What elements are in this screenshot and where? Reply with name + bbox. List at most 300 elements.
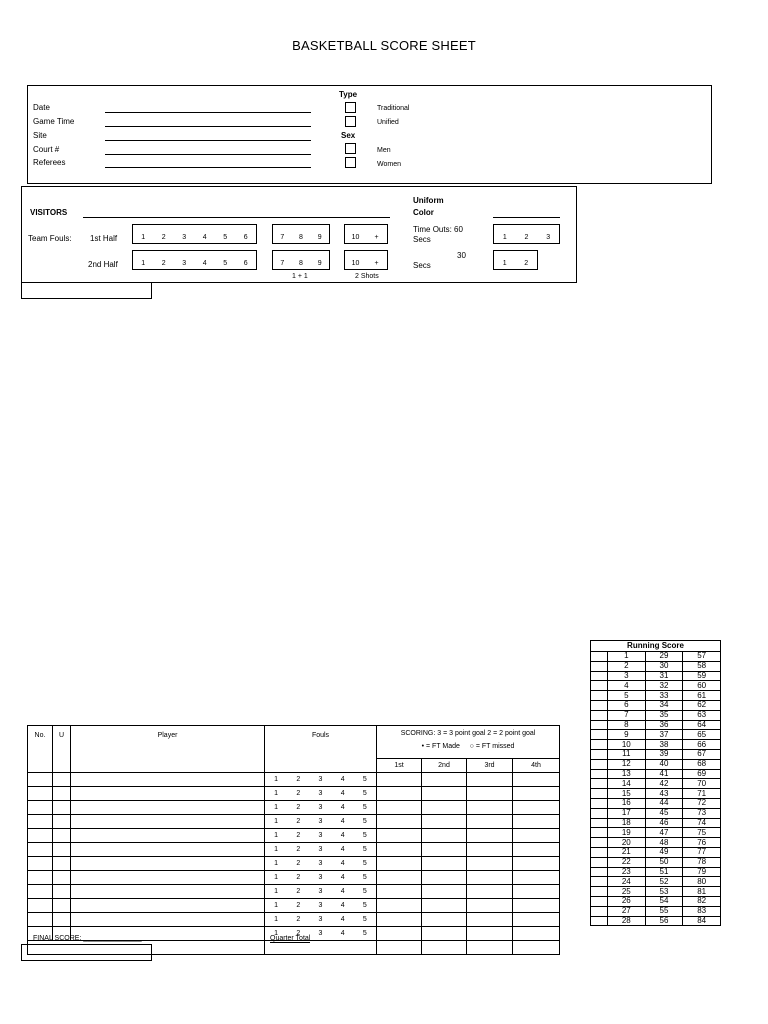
player-name-cell[interactable] (71, 829, 265, 843)
foul-number[interactable]: 1 (274, 846, 279, 853)
quarter-score-cell[interactable] (422, 787, 467, 801)
quarter-score-cell[interactable] (422, 885, 467, 899)
running-score-cell[interactable]: 5 (608, 691, 646, 701)
box-cell[interactable]: 2 (524, 234, 529, 241)
foul-number[interactable]: 5 (362, 902, 367, 909)
running-score-cell[interactable]: 74 (683, 818, 721, 828)
running-score-mark[interactable] (591, 867, 608, 877)
quarter-score-cell[interactable] (467, 885, 513, 899)
player-fouls-cell[interactable] (265, 773, 377, 787)
player-no-cell[interactable] (28, 787, 53, 801)
running-score-cell[interactable]: 60 (683, 681, 721, 691)
foul-number[interactable]: 5 (362, 846, 367, 853)
running-score-cell[interactable]: 27 (608, 906, 646, 916)
box-cell[interactable]: 8 (299, 234, 303, 241)
quarter-score-cell[interactable] (422, 829, 467, 843)
running-score-mark[interactable] (591, 710, 608, 720)
running-score-mark[interactable] (591, 877, 608, 887)
running-score-mark[interactable] (591, 808, 608, 818)
running-score-cell[interactable]: 15 (608, 789, 646, 799)
player-u-cell[interactable] (53, 773, 71, 787)
running-score-cell[interactable]: 37 (645, 730, 683, 740)
running-score-mark[interactable] (591, 749, 608, 759)
running-score-mark[interactable] (591, 789, 608, 799)
player-fouls-cell[interactable] (265, 801, 377, 815)
running-score-cell[interactable]: 43 (645, 789, 683, 799)
box-cell[interactable]: 7 (280, 260, 285, 267)
quarter-score-cell[interactable] (467, 829, 513, 843)
running-score-mark[interactable] (591, 740, 608, 750)
player-fouls-cell[interactable] (265, 885, 377, 899)
player-fouls-cell[interactable] (265, 787, 377, 801)
running-score-cell[interactable]: 29 (645, 652, 683, 662)
running-score-mark[interactable] (591, 906, 608, 916)
running-score-cell[interactable]: 23 (608, 867, 646, 877)
foul-number[interactable]: 4 (340, 790, 345, 797)
running-score-cell[interactable]: 10 (608, 740, 646, 750)
quarter-score-cell[interactable] (513, 787, 560, 801)
quarter-score-cell[interactable] (513, 843, 560, 857)
player-name-cell[interactable] (71, 843, 265, 857)
foul-number[interactable]: 4 (340, 818, 345, 825)
foul-number[interactable]: 3 (318, 776, 323, 783)
running-score-cell[interactable]: 75 (683, 828, 721, 838)
running-score-cell[interactable]: 26 (608, 896, 646, 906)
box-cell[interactable]: 5 (223, 260, 228, 267)
foul-number[interactable]: 1 (274, 832, 279, 839)
box-cell[interactable]: 5 (223, 234, 228, 241)
running-score-mark[interactable] (591, 671, 608, 681)
field-line-2[interactable] (105, 140, 311, 141)
player-u-cell[interactable] (53, 843, 71, 857)
field-line-0[interactable] (105, 112, 311, 113)
box-cell[interactable]: 6 (243, 234, 248, 241)
quarter-score-cell[interactable] (377, 787, 422, 801)
quarter-score-cell[interactable] (513, 913, 560, 927)
first-half-fouls-10-plus[interactable] (344, 224, 388, 244)
running-score-cell[interactable]: 20 (608, 838, 646, 848)
foul-number[interactable]: 4 (340, 916, 345, 923)
quarter-score-cell[interactable] (513, 829, 560, 843)
player-name-cell[interactable] (71, 773, 265, 787)
player-name-cell[interactable] (71, 885, 265, 899)
running-score-cell[interactable]: 76 (683, 838, 721, 848)
quarter-score-cell[interactable] (467, 899, 513, 913)
player-no-cell[interactable] (28, 773, 53, 787)
quarter-total-value[interactable] (513, 941, 560, 955)
women-checkbox[interactable] (345, 157, 356, 168)
foul-number[interactable]: 4 (340, 804, 345, 811)
foul-number[interactable]: 3 (318, 874, 323, 881)
running-score-cell[interactable]: 1 (608, 652, 646, 662)
foul-number[interactable]: 2 (296, 818, 301, 825)
foul-number[interactable]: 4 (340, 930, 345, 937)
running-score-cell[interactable]: 50 (645, 857, 683, 867)
foul-number[interactable]: 2 (296, 846, 301, 853)
running-score-mark[interactable] (591, 779, 608, 789)
foul-number[interactable]: 3 (318, 790, 323, 797)
foul-number[interactable]: 2 (296, 930, 301, 937)
foul-number[interactable]: 4 (340, 902, 345, 909)
foul-number[interactable]: 2 (296, 790, 301, 797)
foul-number[interactable]: 3 (318, 860, 323, 867)
running-score-cell[interactable]: 36 (645, 720, 683, 730)
running-score-cell[interactable]: 8 (608, 720, 646, 730)
quarter-score-cell[interactable] (513, 857, 560, 871)
running-score-cell[interactable]: 48 (645, 838, 683, 848)
running-score-cell[interactable]: 62 (683, 700, 721, 710)
timeouts-60-boxes[interactable] (493, 224, 560, 244)
quarter-score-cell[interactable] (377, 927, 422, 941)
foul-number[interactable]: 1 (274, 804, 279, 811)
running-score-mark[interactable] (591, 720, 608, 730)
quarter-score-cell[interactable] (377, 815, 422, 829)
foul-number[interactable]: 2 (296, 860, 301, 867)
player-name-cell[interactable] (71, 801, 265, 815)
running-score-cell[interactable]: 58 (683, 661, 721, 671)
running-score-cell[interactable]: 45 (645, 808, 683, 818)
quarter-total-value[interactable] (377, 941, 422, 955)
running-score-cell[interactable]: 54 (645, 896, 683, 906)
running-score-cell[interactable]: 53 (645, 887, 683, 897)
box-cell[interactable]: 9 (317, 234, 322, 241)
quarter-score-cell[interactable] (467, 871, 513, 885)
running-score-mark[interactable] (591, 828, 608, 838)
player-fouls-cell[interactable] (265, 913, 377, 927)
player-name-cell[interactable] (71, 857, 265, 871)
timeouts-30-boxes[interactable] (493, 250, 538, 270)
quarter-score-cell[interactable] (422, 899, 467, 913)
foul-number[interactable]: 1 (274, 930, 279, 937)
foul-number[interactable]: 3 (318, 818, 323, 825)
running-score-cell[interactable]: 11 (608, 749, 646, 759)
box-cell[interactable]: 3 (546, 234, 551, 241)
running-score-cell[interactable]: 41 (645, 769, 683, 779)
running-score-cell[interactable]: 79 (683, 867, 721, 877)
quarter-score-cell[interactable] (422, 857, 467, 871)
foul-number[interactable]: 2 (296, 874, 301, 881)
player-fouls-cell[interactable] (265, 815, 377, 829)
running-score-cell[interactable]: 17 (608, 808, 646, 818)
foul-number[interactable]: 1 (274, 776, 279, 783)
quarter-score-cell[interactable] (467, 913, 513, 927)
foul-number[interactable]: 1 (274, 902, 279, 909)
running-score-cell[interactable]: 78 (683, 857, 721, 867)
foul-number[interactable]: 1 (274, 916, 279, 923)
men-checkbox[interactable] (345, 143, 356, 154)
running-score-mark[interactable] (591, 759, 608, 769)
running-score-cell[interactable]: 4 (608, 681, 646, 691)
quarter-score-cell[interactable] (513, 885, 560, 899)
box-cell[interactable]: 1 (141, 260, 146, 267)
quarter-score-cell[interactable] (422, 927, 467, 941)
first-half-fouls-7-9[interactable] (272, 224, 330, 244)
foul-number[interactable]: 3 (318, 832, 323, 839)
player-u-cell[interactable] (53, 885, 71, 899)
player-no-cell[interactable] (28, 899, 53, 913)
player-u-cell[interactable] (53, 913, 71, 927)
running-score-cell[interactable]: 55 (645, 906, 683, 916)
player-fouls-cell[interactable] (265, 829, 377, 843)
foul-number[interactable]: 4 (340, 832, 345, 839)
running-score-cell[interactable]: 51 (645, 867, 683, 877)
running-score-cell[interactable]: 13 (608, 769, 646, 779)
foul-number[interactable]: 5 (362, 888, 367, 895)
box-cell[interactable]: 9 (317, 260, 322, 267)
running-score-cell[interactable]: 61 (683, 691, 721, 701)
running-score-cell[interactable]: 33 (645, 691, 683, 701)
field-line-3[interactable] (105, 154, 311, 155)
running-score-cell[interactable]: 25 (608, 887, 646, 897)
foul-number[interactable]: 5 (362, 930, 367, 937)
foul-number[interactable]: 5 (362, 832, 367, 839)
player-name-cell[interactable] (71, 899, 265, 913)
running-score-cell[interactable]: 12 (608, 759, 646, 769)
foul-number[interactable]: 2 (296, 776, 301, 783)
running-score-cell[interactable]: 64 (683, 720, 721, 730)
running-score-cell[interactable]: 16 (608, 798, 646, 808)
running-score-cell[interactable]: 69 (683, 769, 721, 779)
visitors-score-box[interactable] (21, 282, 152, 299)
quarter-score-cell[interactable] (377, 899, 422, 913)
running-score-cell[interactable]: 66 (683, 740, 721, 750)
box-cell[interactable]: 1 (502, 260, 507, 267)
box-cell[interactable]: 1 (141, 234, 146, 241)
running-score-cell[interactable]: 70 (683, 779, 721, 789)
home-score-box[interactable] (21, 944, 152, 961)
running-score-cell[interactable]: 35 (645, 710, 683, 720)
quarter-score-cell[interactable] (422, 801, 467, 815)
running-score-cell[interactable]: 22 (608, 857, 646, 867)
foul-number[interactable]: 4 (340, 776, 345, 783)
running-score-cell[interactable]: 63 (683, 710, 721, 720)
first-half-fouls-1-6[interactable] (132, 224, 257, 244)
foul-number[interactable]: 4 (340, 874, 345, 881)
foul-number[interactable]: 1 (274, 874, 279, 881)
foul-number[interactable]: 3 (318, 888, 323, 895)
running-score-mark[interactable] (591, 847, 608, 857)
foul-number[interactable]: 1 (274, 860, 279, 867)
player-name-cell[interactable] (71, 913, 265, 927)
player-u-cell[interactable] (53, 787, 71, 801)
quarter-score-cell[interactable] (377, 843, 422, 857)
quarter-total-value[interactable] (467, 941, 513, 955)
running-score-cell[interactable]: 65 (683, 730, 721, 740)
foul-number[interactable]: 5 (362, 860, 367, 867)
uniform-color-line[interactable] (493, 217, 560, 218)
running-score-cell[interactable]: 52 (645, 877, 683, 887)
quarter-score-cell[interactable] (467, 927, 513, 941)
box-cell[interactable]: 2 (161, 260, 166, 267)
running-score-mark[interactable] (591, 652, 608, 662)
foul-number[interactable]: 5 (362, 790, 367, 797)
running-score-cell[interactable]: 44 (645, 798, 683, 808)
running-score-cell[interactable]: 3 (608, 671, 646, 681)
player-no-cell[interactable] (28, 885, 53, 899)
quarter-score-cell[interactable] (422, 871, 467, 885)
box-cell[interactable]: + (374, 234, 379, 241)
foul-number[interactable]: 5 (362, 874, 367, 881)
running-score-cell[interactable]: 42 (645, 779, 683, 789)
foul-number[interactable]: 3 (318, 902, 323, 909)
quarter-total-value[interactable] (422, 941, 467, 955)
running-score-mark[interactable] (591, 857, 608, 867)
running-score-cell[interactable]: 49 (645, 847, 683, 857)
running-score-cell[interactable]: 59 (683, 671, 721, 681)
quarter-score-cell[interactable] (467, 801, 513, 815)
running-score-cell[interactable]: 40 (645, 759, 683, 769)
quarter-score-cell[interactable] (467, 857, 513, 871)
foul-number[interactable]: 3 (318, 846, 323, 853)
foul-number[interactable]: 2 (296, 888, 301, 895)
quarter-score-cell[interactable] (467, 843, 513, 857)
player-no-cell[interactable] (28, 857, 53, 871)
box-cell[interactable]: 3 (182, 234, 187, 241)
running-score-cell[interactable]: 73 (683, 808, 721, 818)
box-cell[interactable]: 7 (280, 234, 285, 241)
quarter-score-cell[interactable] (422, 843, 467, 857)
player-no-cell[interactable] (28, 829, 53, 843)
foul-number[interactable]: 2 (296, 804, 301, 811)
player-u-cell[interactable] (53, 871, 71, 885)
box-cell[interactable]: + (374, 260, 379, 267)
running-score-cell[interactable]: 24 (608, 877, 646, 887)
quarter-score-cell[interactable] (513, 899, 560, 913)
player-no-cell[interactable] (28, 801, 53, 815)
player-fouls-cell[interactable] (265, 899, 377, 913)
quarter-score-cell[interactable] (377, 773, 422, 787)
player-no-cell[interactable] (28, 815, 53, 829)
player-fouls-cell[interactable] (265, 843, 377, 857)
running-score-mark[interactable] (591, 769, 608, 779)
running-score-cell[interactable]: 72 (683, 798, 721, 808)
running-score-mark[interactable] (591, 887, 608, 897)
running-score-mark[interactable] (591, 681, 608, 691)
foul-number[interactable]: 5 (362, 818, 367, 825)
second-half-fouls-1-6[interactable] (132, 250, 257, 270)
running-score-cell[interactable]: 67 (683, 749, 721, 759)
foul-number[interactable]: 3 (318, 930, 323, 937)
running-score-cell[interactable]: 28 (608, 916, 646, 926)
running-score-cell[interactable]: 6 (608, 700, 646, 710)
quarter-score-cell[interactable] (422, 815, 467, 829)
foul-number[interactable]: 5 (362, 776, 367, 783)
foul-number[interactable]: 4 (340, 860, 345, 867)
quarter-score-cell[interactable] (467, 773, 513, 787)
running-score-cell[interactable]: 7 (608, 710, 646, 720)
foul-number[interactable]: 2 (296, 832, 301, 839)
quarter-score-cell[interactable] (467, 815, 513, 829)
running-score-cell[interactable]: 21 (608, 847, 646, 857)
running-score-cell[interactable]: 57 (683, 652, 721, 662)
player-fouls-cell[interactable] (265, 857, 377, 871)
running-score-cell[interactable]: 84 (683, 916, 721, 926)
running-score-cell[interactable]: 46 (645, 818, 683, 828)
foul-number[interactable]: 5 (362, 916, 367, 923)
player-u-cell[interactable] (53, 801, 71, 815)
box-cell[interactable]: 2 (161, 234, 166, 241)
running-score-cell[interactable]: 2 (608, 661, 646, 671)
foul-number[interactable]: 3 (318, 804, 323, 811)
quarter-score-cell[interactable] (377, 885, 422, 899)
second-half-fouls-10-plus[interactable] (344, 250, 388, 270)
box-cell[interactable]: 1 (502, 234, 507, 241)
running-score-cell[interactable]: 68 (683, 759, 721, 769)
running-score-mark[interactable] (591, 916, 608, 926)
running-score-mark[interactable] (591, 818, 608, 828)
quarter-score-cell[interactable] (513, 927, 560, 941)
running-score-cell[interactable]: 9 (608, 730, 646, 740)
box-cell[interactable]: 6 (243, 260, 248, 267)
second-half-fouls-7-9[interactable] (272, 250, 330, 270)
running-score-cell[interactable]: 31 (645, 671, 683, 681)
foul-number[interactable]: 4 (340, 846, 345, 853)
unified-checkbox[interactable] (345, 116, 356, 127)
foul-number[interactable]: 3 (318, 916, 323, 923)
player-u-cell[interactable] (53, 857, 71, 871)
player-u-cell[interactable] (53, 815, 71, 829)
player-u-cell[interactable] (53, 899, 71, 913)
quarter-score-cell[interactable] (377, 913, 422, 927)
player-name-cell[interactable] (71, 787, 265, 801)
quarter-score-cell[interactable] (422, 773, 467, 787)
quarter-score-cell[interactable] (513, 773, 560, 787)
player-no-cell[interactable] (28, 913, 53, 927)
running-score-cell[interactable]: 81 (683, 887, 721, 897)
quarter-score-cell[interactable] (467, 787, 513, 801)
running-score-mark[interactable] (591, 896, 608, 906)
running-score-mark[interactable] (591, 838, 608, 848)
running-score-cell[interactable]: 14 (608, 779, 646, 789)
player-name-cell[interactable] (71, 871, 265, 885)
running-score-cell[interactable]: 19 (608, 828, 646, 838)
quarter-score-cell[interactable] (513, 871, 560, 885)
running-score-cell[interactable]: 83 (683, 906, 721, 916)
running-score-cell[interactable]: 38 (645, 740, 683, 750)
running-score-mark[interactable] (591, 661, 608, 671)
running-score-cell[interactable]: 18 (608, 818, 646, 828)
running-score-mark[interactable] (591, 700, 608, 710)
running-score-cell[interactable]: 32 (645, 681, 683, 691)
traditional-checkbox[interactable] (345, 102, 356, 113)
player-no-cell[interactable] (28, 843, 53, 857)
running-score-cell[interactable]: 30 (645, 661, 683, 671)
foul-number[interactable]: 2 (296, 902, 301, 909)
player-no-cell[interactable] (28, 871, 53, 885)
running-score-cell[interactable]: 56 (645, 916, 683, 926)
box-cell[interactable]: 4 (202, 260, 207, 267)
box-cell[interactable]: 3 (182, 260, 187, 267)
foul-number[interactable]: 5 (362, 804, 367, 811)
box-cell[interactable]: 4 (202, 234, 207, 241)
box-cell[interactable]: 2 (524, 260, 529, 267)
player-u-cell[interactable] (53, 829, 71, 843)
foul-number[interactable]: 1 (274, 790, 279, 797)
quarter-score-cell[interactable] (513, 815, 560, 829)
running-score-cell[interactable]: 71 (683, 789, 721, 799)
visitors-name-line[interactable] (83, 217, 390, 218)
running-score-cell[interactable]: 34 (645, 700, 683, 710)
quarter-score-cell[interactable] (377, 857, 422, 871)
box-cell[interactable]: 10 (351, 234, 360, 241)
quarter-score-cell[interactable] (422, 913, 467, 927)
field-line-1[interactable] (105, 126, 311, 127)
quarter-score-cell[interactable] (377, 829, 422, 843)
running-score-mark[interactable] (591, 691, 608, 701)
foul-number[interactable]: 4 (340, 888, 345, 895)
foul-number[interactable]: 2 (296, 916, 301, 923)
running-score-cell[interactable]: 47 (645, 828, 683, 838)
